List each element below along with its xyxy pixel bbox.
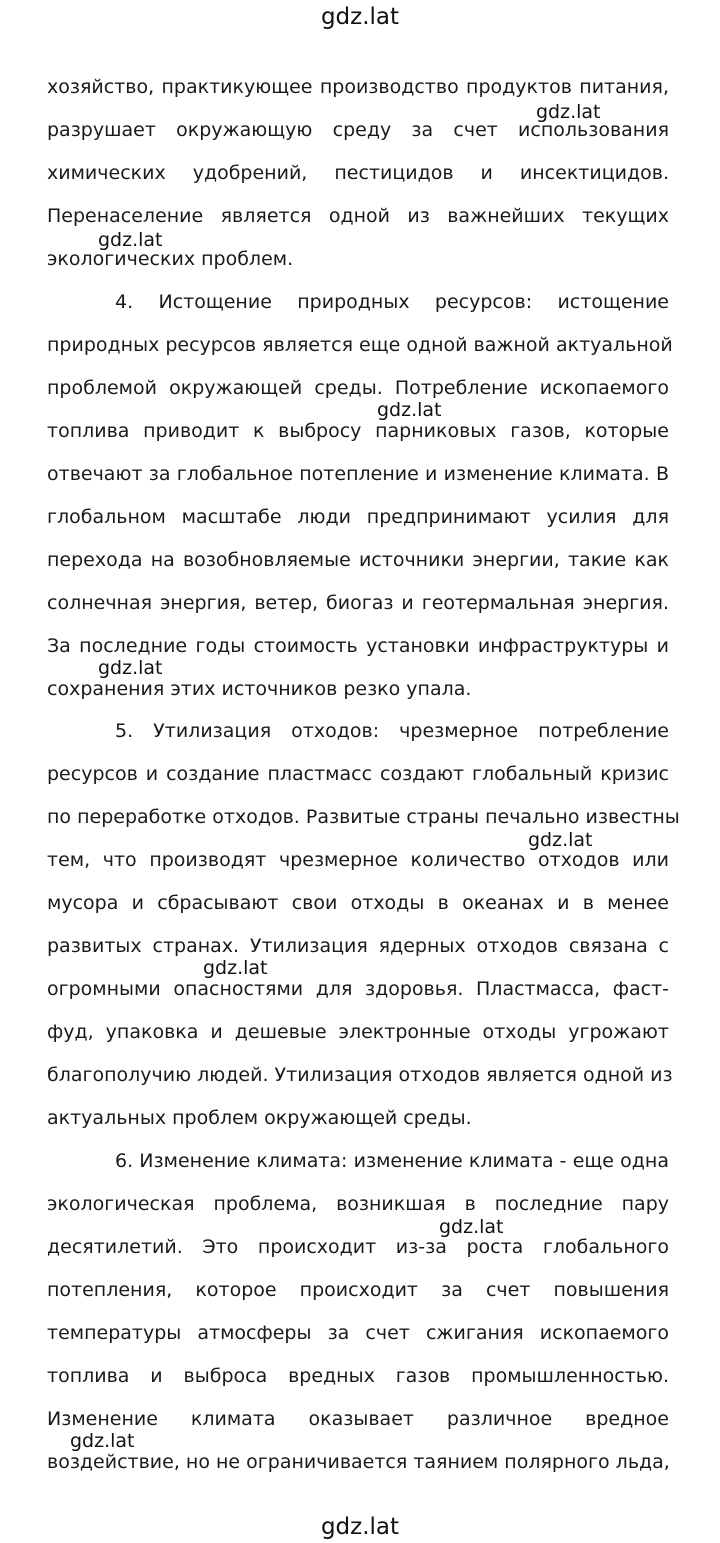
text-line: Изменение климата оказывает различное вредное [47,1408,669,1430]
header-watermark: gdz.lat [320,4,400,30]
text-line: экологических проблем. [47,248,294,270]
text-line: десятилетий. Это происходит из-за роста глобального [47,1236,669,1258]
text-line: актуальных проблем окружающей среды. [47,1107,472,1129]
text-line: топлива приводит к выбросу парниковых газов, которые [47,420,669,442]
text-line: За последние годы стоимость установки инфраструктуры и [47,635,669,657]
text-line: развитых странах. Утилизация ядерных отходов связана с [47,935,669,957]
paragraph-first-line: 4. Истощение природных ресурсов: истощение [115,291,669,313]
text-line: Перенаселение является одной из важнейших текущих [47,205,669,227]
paragraph-first-line: 6. Изменение климата: изменение климата - еще одна [115,1150,669,1172]
text-line: температуры атмосферы за счет сжигания ископаемого [47,1322,669,1344]
text-line: фуд, упаковка и дешевые электронные отходы угрожают [47,1021,669,1043]
text-line: благополучию людей. Утилизация отходов является одной из [47,1064,673,1086]
text-line: ресурсов и создание пластмасс создают глобальный кризис [47,763,669,785]
inline-watermark: gdz.lat [536,101,601,123]
inline-watermark: gdz.lat [70,1430,135,1452]
text-line: огромными опасностями для здоровья. Пластмасса, фаст- [47,978,669,1000]
text-line: сохранения этих источников резко упала. [47,678,472,700]
text-line: воздействие, но не ограничивается таянием полярного льда, [47,1451,670,1473]
text-line: хозяйство, практикующее производство продуктов питания, [47,76,669,98]
paragraph-first-line: 5. Утилизация отходов: чрезмерное потребление [115,720,669,742]
text-line: проблемой окружающей среды. Потребление ископаемого [47,377,669,399]
text-line: химических удобрений, пестицидов и инсектицидов. [47,162,669,184]
text-line: тем, что производят чрезмерное количество отходов или [47,849,669,871]
text-line: глобальном масштабе люди предпринимают усилия для [47,506,669,528]
text-line: разрушает окружающую среду за счет использования [47,119,669,141]
inline-watermark: gdz.lat [528,829,593,851]
text-line: экологическая проблема, возникшая в последние пару [47,1193,669,1215]
inline-watermark: gdz.lat [98,229,163,251]
footer-watermark: gdz.lat [320,1514,400,1540]
inline-watermark: gdz.lat [377,399,442,421]
text-line: мусора и сбрасывают свои отходы в океанах и в менее [47,892,669,914]
text-line: по переработке отходов. Развитые страны печально известны [47,806,680,828]
text-line: топлива и выброса вредных газов промышленностью. [47,1365,669,1387]
inline-watermark: gdz.lat [439,1216,504,1238]
text-line: солнечная энергия, ветер, биогаз и геотермальная энергия. [47,592,669,614]
text-line: потепления, которое происходит за счет повышения [47,1279,669,1301]
text-line: отвечают за глобальное потепление и изменение климата. В [47,463,669,485]
text-line: перехода на возобновляемые источники энергии, такие как [47,549,669,571]
inline-watermark: gdz.lat [98,657,163,679]
text-line: природных ресурсов является еще одной важной актуальной [47,334,673,356]
inline-watermark: gdz.lat [203,957,268,979]
